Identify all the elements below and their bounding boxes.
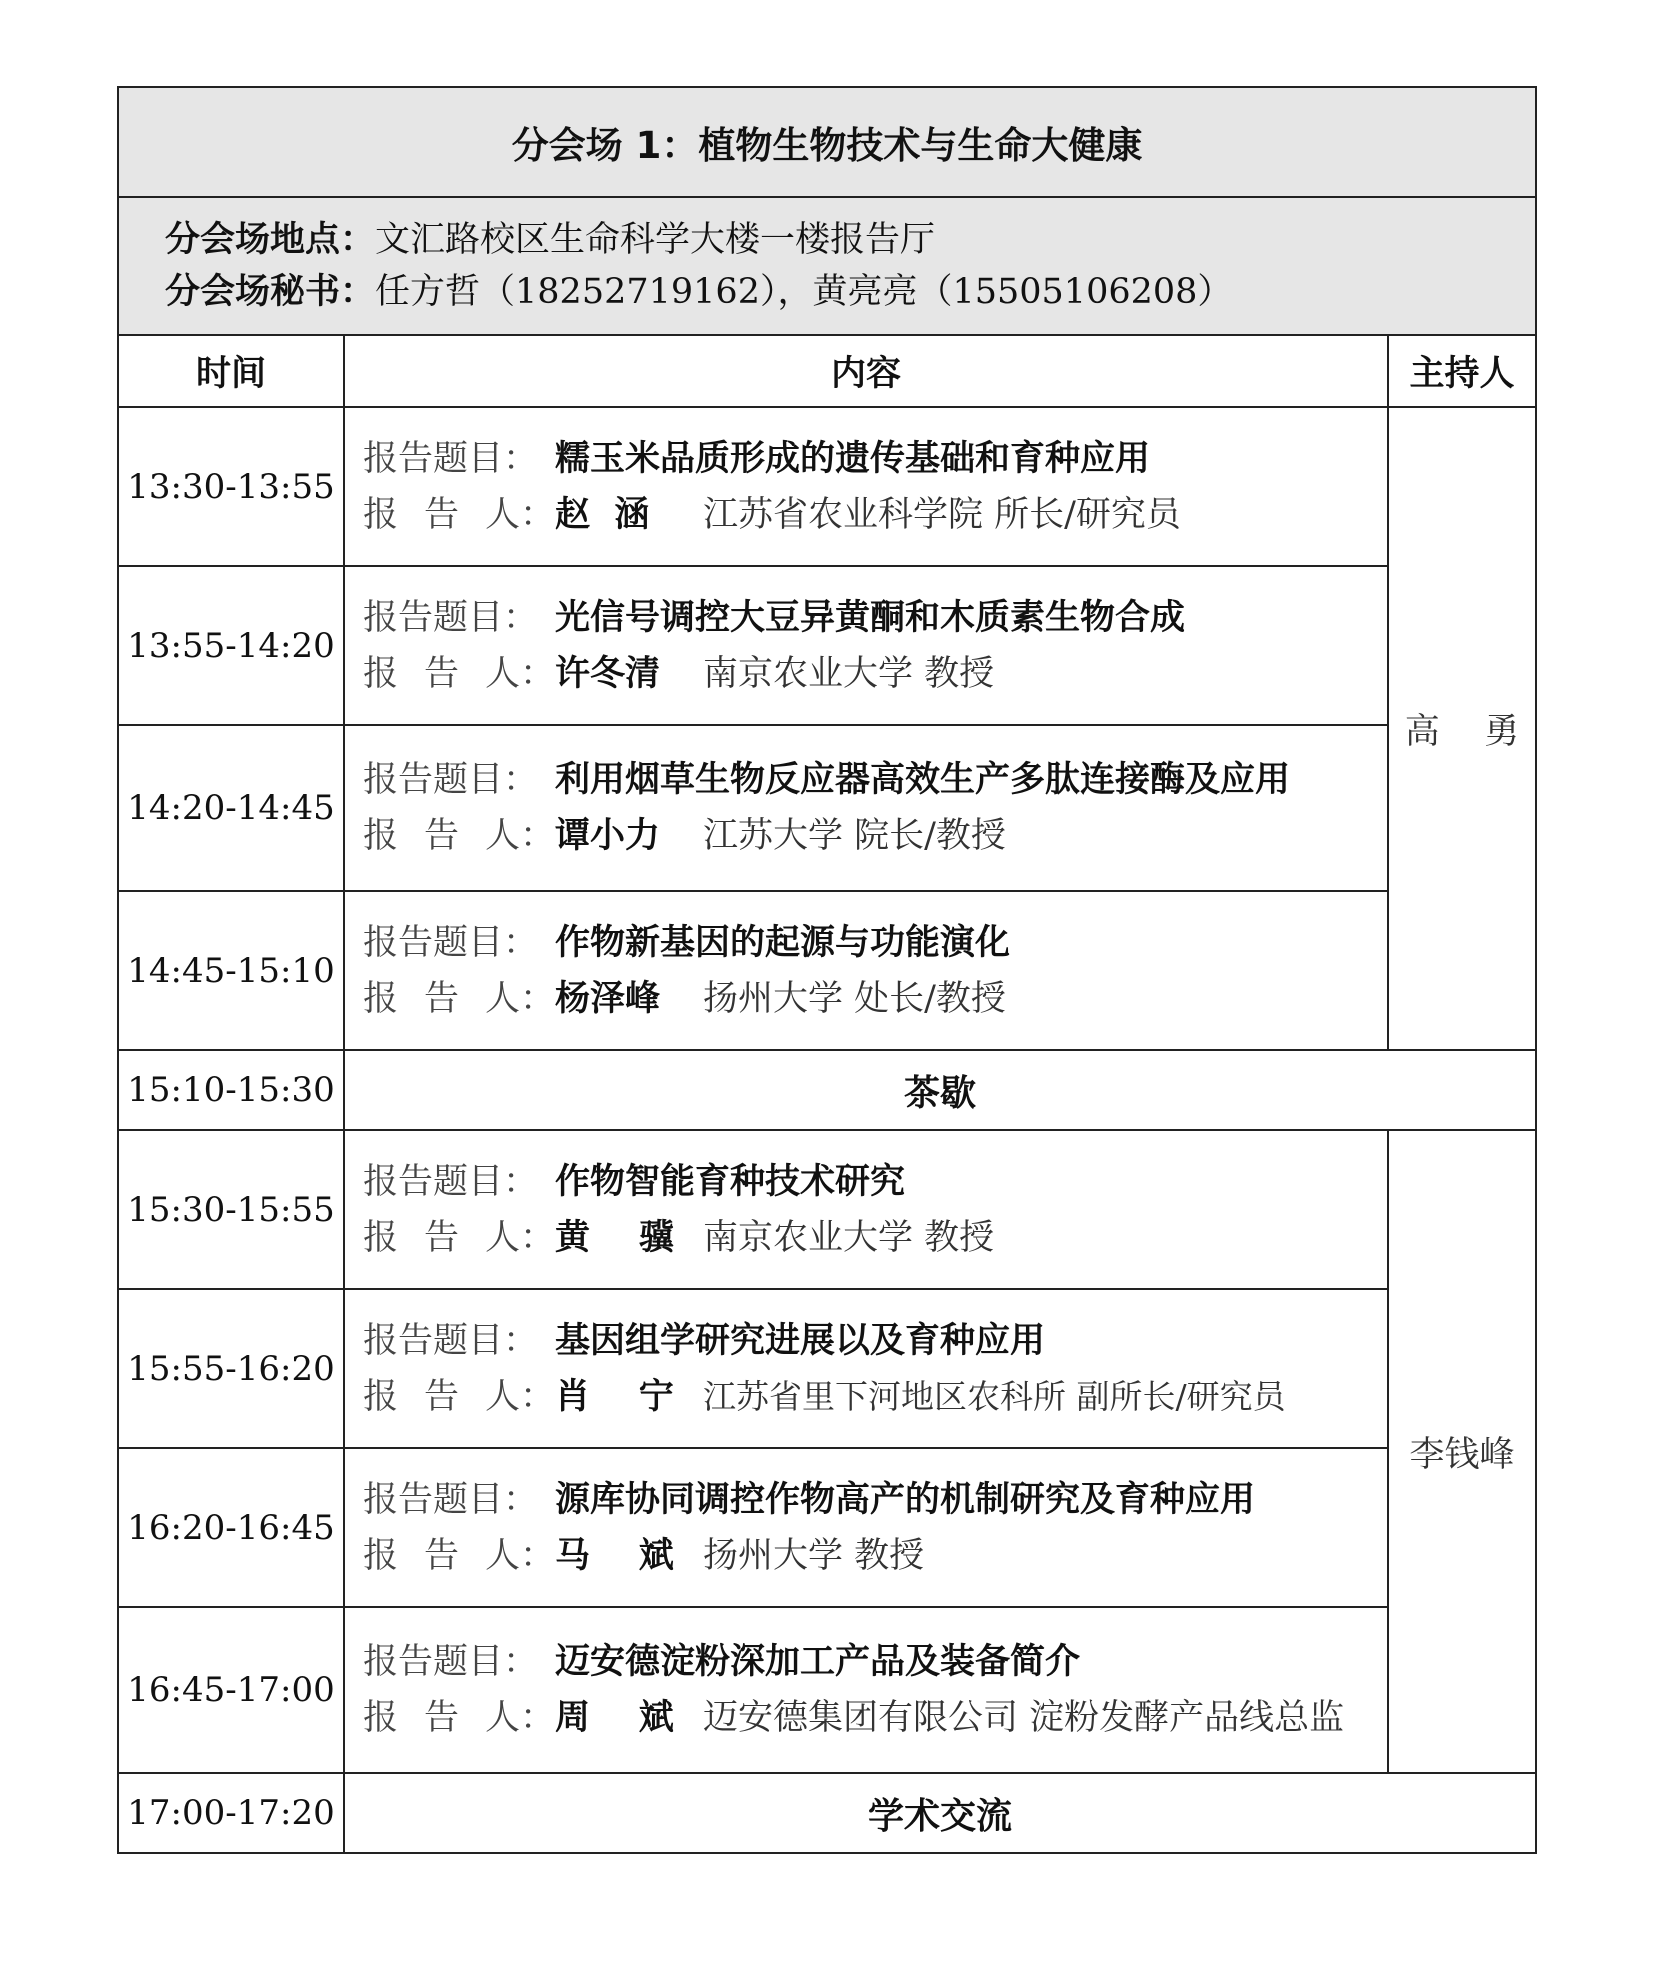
speaker-name: 许冬清 — [555, 653, 661, 694]
speaker-affiliation: 江苏省里下河地区农科所 副所长/研究员 — [703, 1376, 1286, 1416]
talk-time: 14:45-15:10 — [118, 891, 344, 1050]
table-row — [118, 891, 1536, 1050]
talk-time: 13:30-13:55 — [118, 407, 344, 566]
table-row — [118, 1448, 1536, 1607]
speaker-label: 报 告 人： — [363, 1698, 555, 1738]
secretary-value: 任方哲（18252719162），黄亮亮（15505106208） — [375, 272, 1233, 312]
talk-topic: 基因组学研究进展以及育种应用 — [555, 1320, 1046, 1361]
talk-content — [344, 1448, 1388, 1607]
location-label: 分会场地点： — [165, 220, 376, 260]
talk-content — [344, 1289, 1388, 1448]
talk-content — [344, 1130, 1388, 1289]
table-row — [118, 1050, 1536, 1130]
speaker-name: 杨泽峰 — [555, 978, 661, 1019]
speaker-label: 报 告 人： — [363, 653, 555, 694]
topic-label: 报告题目： — [363, 1320, 539, 1361]
break-time: 17:00-17:20 — [118, 1773, 344, 1853]
session-title: 分会场 1：植物生物技术与生命大健康 — [118, 87, 1536, 197]
column-header-content: 内容 — [344, 335, 1388, 407]
speaker-affiliation: 江苏省农业科学院 所长/研究员 — [703, 494, 1181, 535]
speaker-label: 报 告 人： — [363, 1217, 555, 1258]
speaker-affiliation: 迈安德集团有限公司 淀粉发酵产品线总监 — [703, 1698, 1345, 1738]
talk-time: 13:55-14:20 — [118, 566, 344, 725]
speaker-affiliation: 江苏大学 院长/教授 — [703, 816, 1006, 856]
talk-content — [344, 725, 1388, 891]
table-row — [118, 1289, 1536, 1448]
talk-topic: 利用烟草生物反应器高效生产多肽连接酶及应用 — [555, 760, 1291, 800]
column-header-time: 时间 — [118, 335, 344, 407]
host-name: 李钱峰 — [1388, 1130, 1536, 1773]
speaker-name: 谭小力 — [555, 816, 661, 856]
talk-topic: 迈安德淀粉深加工产品及装备简介 — [555, 1642, 1081, 1682]
speaker-affiliation: 扬州大学 处长/教授 — [703, 978, 1006, 1019]
speaker-affiliation: 南京农业大学 教授 — [703, 653, 995, 694]
talk-time: 16:20-16:45 — [118, 1448, 344, 1607]
talk-topic: 源库协同调控作物高产的机制研究及育种应用 — [555, 1479, 1256, 1520]
speaker-label: 报 告 人： — [363, 978, 555, 1019]
speaker-affiliation: 扬州大学 教授 — [703, 1535, 925, 1576]
break-label: 茶歇 — [344, 1050, 1536, 1130]
topic-label: 报告题目： — [363, 760, 539, 800]
speaker-affiliation: 南京农业大学 教授 — [703, 1217, 995, 1258]
speaker-label: 报 告 人： — [363, 1535, 555, 1576]
table-row — [118, 725, 1536, 891]
topic-label: 报告题目： — [363, 1479, 539, 1520]
talk-time: 16:45-17:00 — [118, 1607, 344, 1773]
speaker-label: 报 告 人： — [363, 494, 555, 535]
topic-label: 报告题目： — [363, 922, 539, 963]
talk-topic: 光信号调控大豆异黄酮和木质素生物合成 — [555, 597, 1186, 638]
speaker-name: 黄 骥 — [555, 1217, 674, 1258]
talk-time: 15:55-16:20 — [118, 1289, 344, 1448]
topic-label: 报告题目： — [363, 1642, 539, 1682]
talk-topic: 作物智能育种技术研究 — [555, 1161, 906, 1202]
table-row — [118, 566, 1536, 725]
topic-label: 报告题目： — [363, 1161, 539, 1202]
secretary-label: 分会场秘书： — [165, 272, 376, 312]
location-value: 文汇路校区生命科学大楼一楼报告厅 — [375, 220, 936, 260]
table-row — [118, 407, 1536, 566]
speaker-label: 报 告 人： — [363, 1376, 555, 1417]
table-row — [118, 1607, 1536, 1773]
talk-content — [344, 1607, 1388, 1773]
table-row — [118, 1130, 1536, 1289]
session-info — [118, 197, 1536, 335]
speaker-name: 马 斌 — [555, 1535, 674, 1576]
schedule-table — [117, 86, 1537, 1854]
topic-label: 报告题目： — [363, 597, 539, 638]
talk-topic: 糯玉米品质形成的遗传基础和育种应用 — [555, 438, 1151, 479]
table-row — [118, 1773, 1536, 1853]
topic-label: 报告题目： — [363, 438, 539, 479]
speaker-name: 赵 涵 — [555, 494, 650, 535]
break-time: 15:10-15:30 — [118, 1050, 344, 1130]
talk-content — [344, 566, 1388, 725]
column-header-host: 主持人 — [1388, 335, 1536, 407]
speaker-name: 周 斌 — [555, 1698, 674, 1738]
host-name: 高 勇 — [1388, 407, 1536, 1050]
speaker-name: 肖 宁 — [555, 1376, 674, 1417]
talk-content — [344, 891, 1388, 1050]
talk-content — [344, 407, 1388, 566]
break-label: 学术交流 — [344, 1773, 1536, 1853]
talk-time: 15:30-15:55 — [118, 1130, 344, 1289]
talk-time: 14:20-14:45 — [118, 725, 344, 891]
speaker-label: 报 告 人： — [363, 816, 555, 856]
talk-topic: 作物新基因的起源与功能演化 — [555, 922, 1011, 963]
